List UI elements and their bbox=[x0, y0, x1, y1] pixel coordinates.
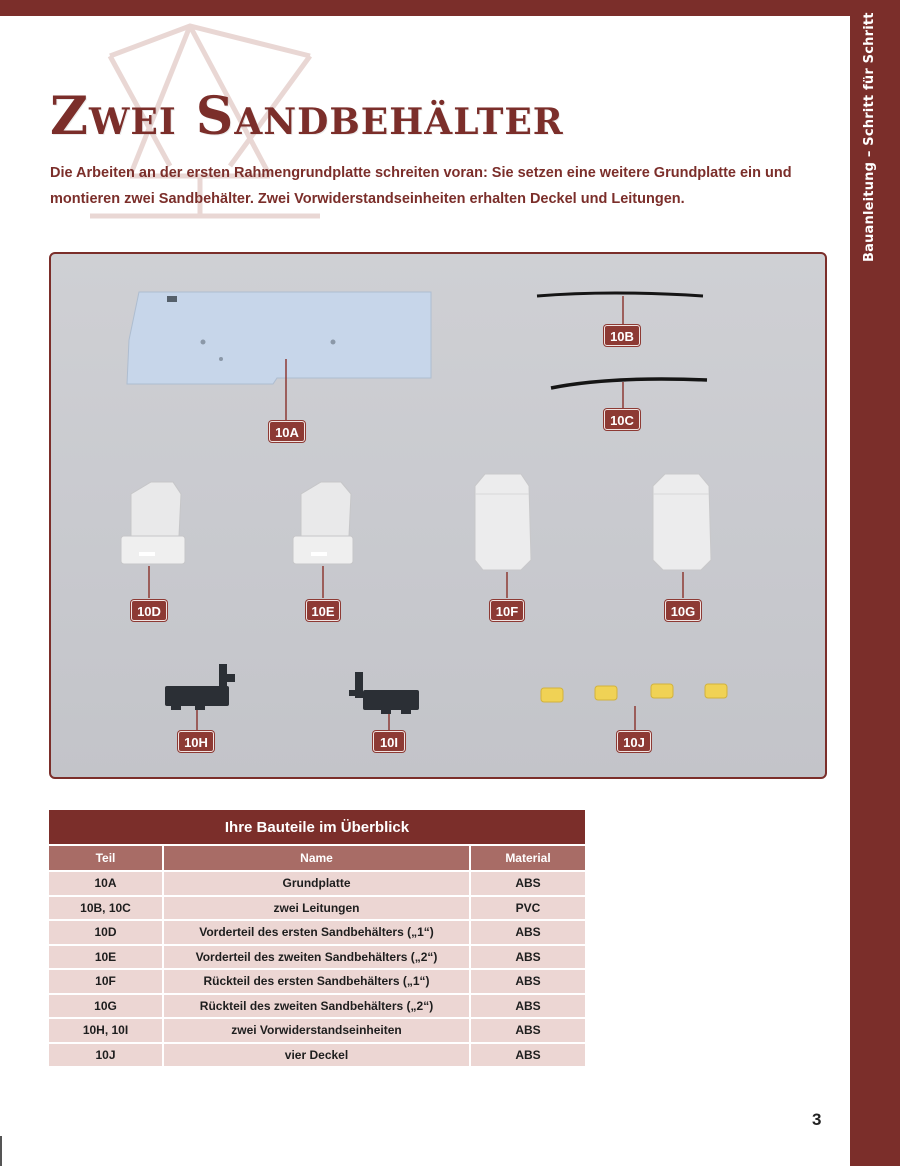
column-header: Material bbox=[471, 844, 585, 870]
table-row bbox=[49, 993, 585, 1018]
lids-10j bbox=[541, 684, 727, 702]
part-material: ABS bbox=[471, 968, 585, 993]
part-material: ABS bbox=[471, 1017, 585, 1042]
label-10h: 10H bbox=[178, 731, 214, 752]
table-row bbox=[49, 944, 585, 969]
page-number: 3 bbox=[812, 1110, 822, 1129]
label-10a: 10A bbox=[269, 421, 305, 442]
part-id: 10D bbox=[49, 919, 164, 944]
column-header: Name bbox=[164, 844, 471, 870]
sandbox-front-10e bbox=[293, 482, 353, 564]
resistor-unit-10i bbox=[349, 672, 419, 714]
part-material: ABS bbox=[471, 993, 585, 1018]
cable-10c bbox=[551, 379, 707, 388]
sandbox-back-10f bbox=[475, 474, 531, 570]
part-name: zwei Vorwiderstandseinheiten bbox=[164, 1017, 471, 1042]
part-name: Vorderteil des zweiten Sandbehälters („2“) bbox=[164, 944, 471, 969]
base-plate-10a bbox=[127, 292, 431, 384]
side-label: Bauanleitung – Schritt für Schritt bbox=[862, 12, 877, 262]
gutter-line bbox=[0, 1136, 2, 1166]
label-10e: 10E bbox=[306, 600, 340, 621]
table-row bbox=[49, 1017, 585, 1042]
part-id: 10J bbox=[49, 1042, 164, 1067]
table-row bbox=[49, 1042, 585, 1067]
part-name: Grundplatte bbox=[164, 870, 471, 895]
part-id: 10F bbox=[49, 968, 164, 993]
table-caption: Ihre Bauteile im Überblick bbox=[49, 810, 585, 844]
part-name: Vorderteil des ersten Sandbehälters („1“) bbox=[164, 919, 471, 944]
label-10b: 10B bbox=[604, 325, 640, 346]
label-10i: 10I bbox=[373, 731, 405, 752]
top-band bbox=[0, 0, 900, 16]
part-id: 10G bbox=[49, 993, 164, 1018]
sandbox-front-10d bbox=[121, 482, 185, 564]
part-material: ABS bbox=[471, 919, 585, 944]
table-row bbox=[49, 919, 585, 944]
label-10c: 10C bbox=[604, 409, 640, 430]
parts-photo bbox=[49, 252, 827, 779]
parts-table bbox=[49, 810, 585, 1066]
part-material: ABS bbox=[471, 870, 585, 895]
part-id: 10E bbox=[49, 944, 164, 969]
table-row bbox=[49, 870, 585, 895]
label-10f: 10F bbox=[490, 600, 524, 621]
part-material: ABS bbox=[471, 1042, 585, 1067]
parts-illustration bbox=[51, 254, 827, 779]
label-10d: 10D bbox=[131, 600, 167, 621]
table-row bbox=[49, 895, 585, 920]
part-name: vier Deckel bbox=[164, 1042, 471, 1067]
part-material: PVC bbox=[471, 895, 585, 920]
page-title: Zwei Sandbehälter bbox=[50, 86, 564, 147]
cable-10b bbox=[537, 293, 703, 296]
part-material: ABS bbox=[471, 944, 585, 969]
table-row bbox=[49, 968, 585, 993]
label-10j: 10J bbox=[617, 731, 651, 752]
part-name: Rückteil des ersten Sandbehälters („1“) bbox=[164, 968, 471, 993]
label-10g: 10G bbox=[665, 600, 701, 621]
part-name: zwei Leitungen bbox=[164, 895, 471, 920]
part-id: 10H, 10I bbox=[49, 1017, 164, 1042]
part-id: 10A bbox=[49, 870, 164, 895]
column-header: Teil bbox=[49, 844, 164, 870]
part-name: Rückteil des zweiten Sandbehälters („2“) bbox=[164, 993, 471, 1018]
part-id: 10B, 10C bbox=[49, 895, 164, 920]
sandbox-back-10g bbox=[653, 474, 711, 570]
table-header-row bbox=[49, 844, 585, 870]
resistor-unit-10h bbox=[165, 664, 235, 710]
intro-text: Die Arbeiten an der ersten Rahmengrundplatte schreiten voran: Sie setzen eine weitere Grundplatte ein und montieren zwei Sandbehälter. Zwei Vorwiderstandseinheiten erhalten Deckel und Leitungen. bbox=[50, 165, 792, 207]
